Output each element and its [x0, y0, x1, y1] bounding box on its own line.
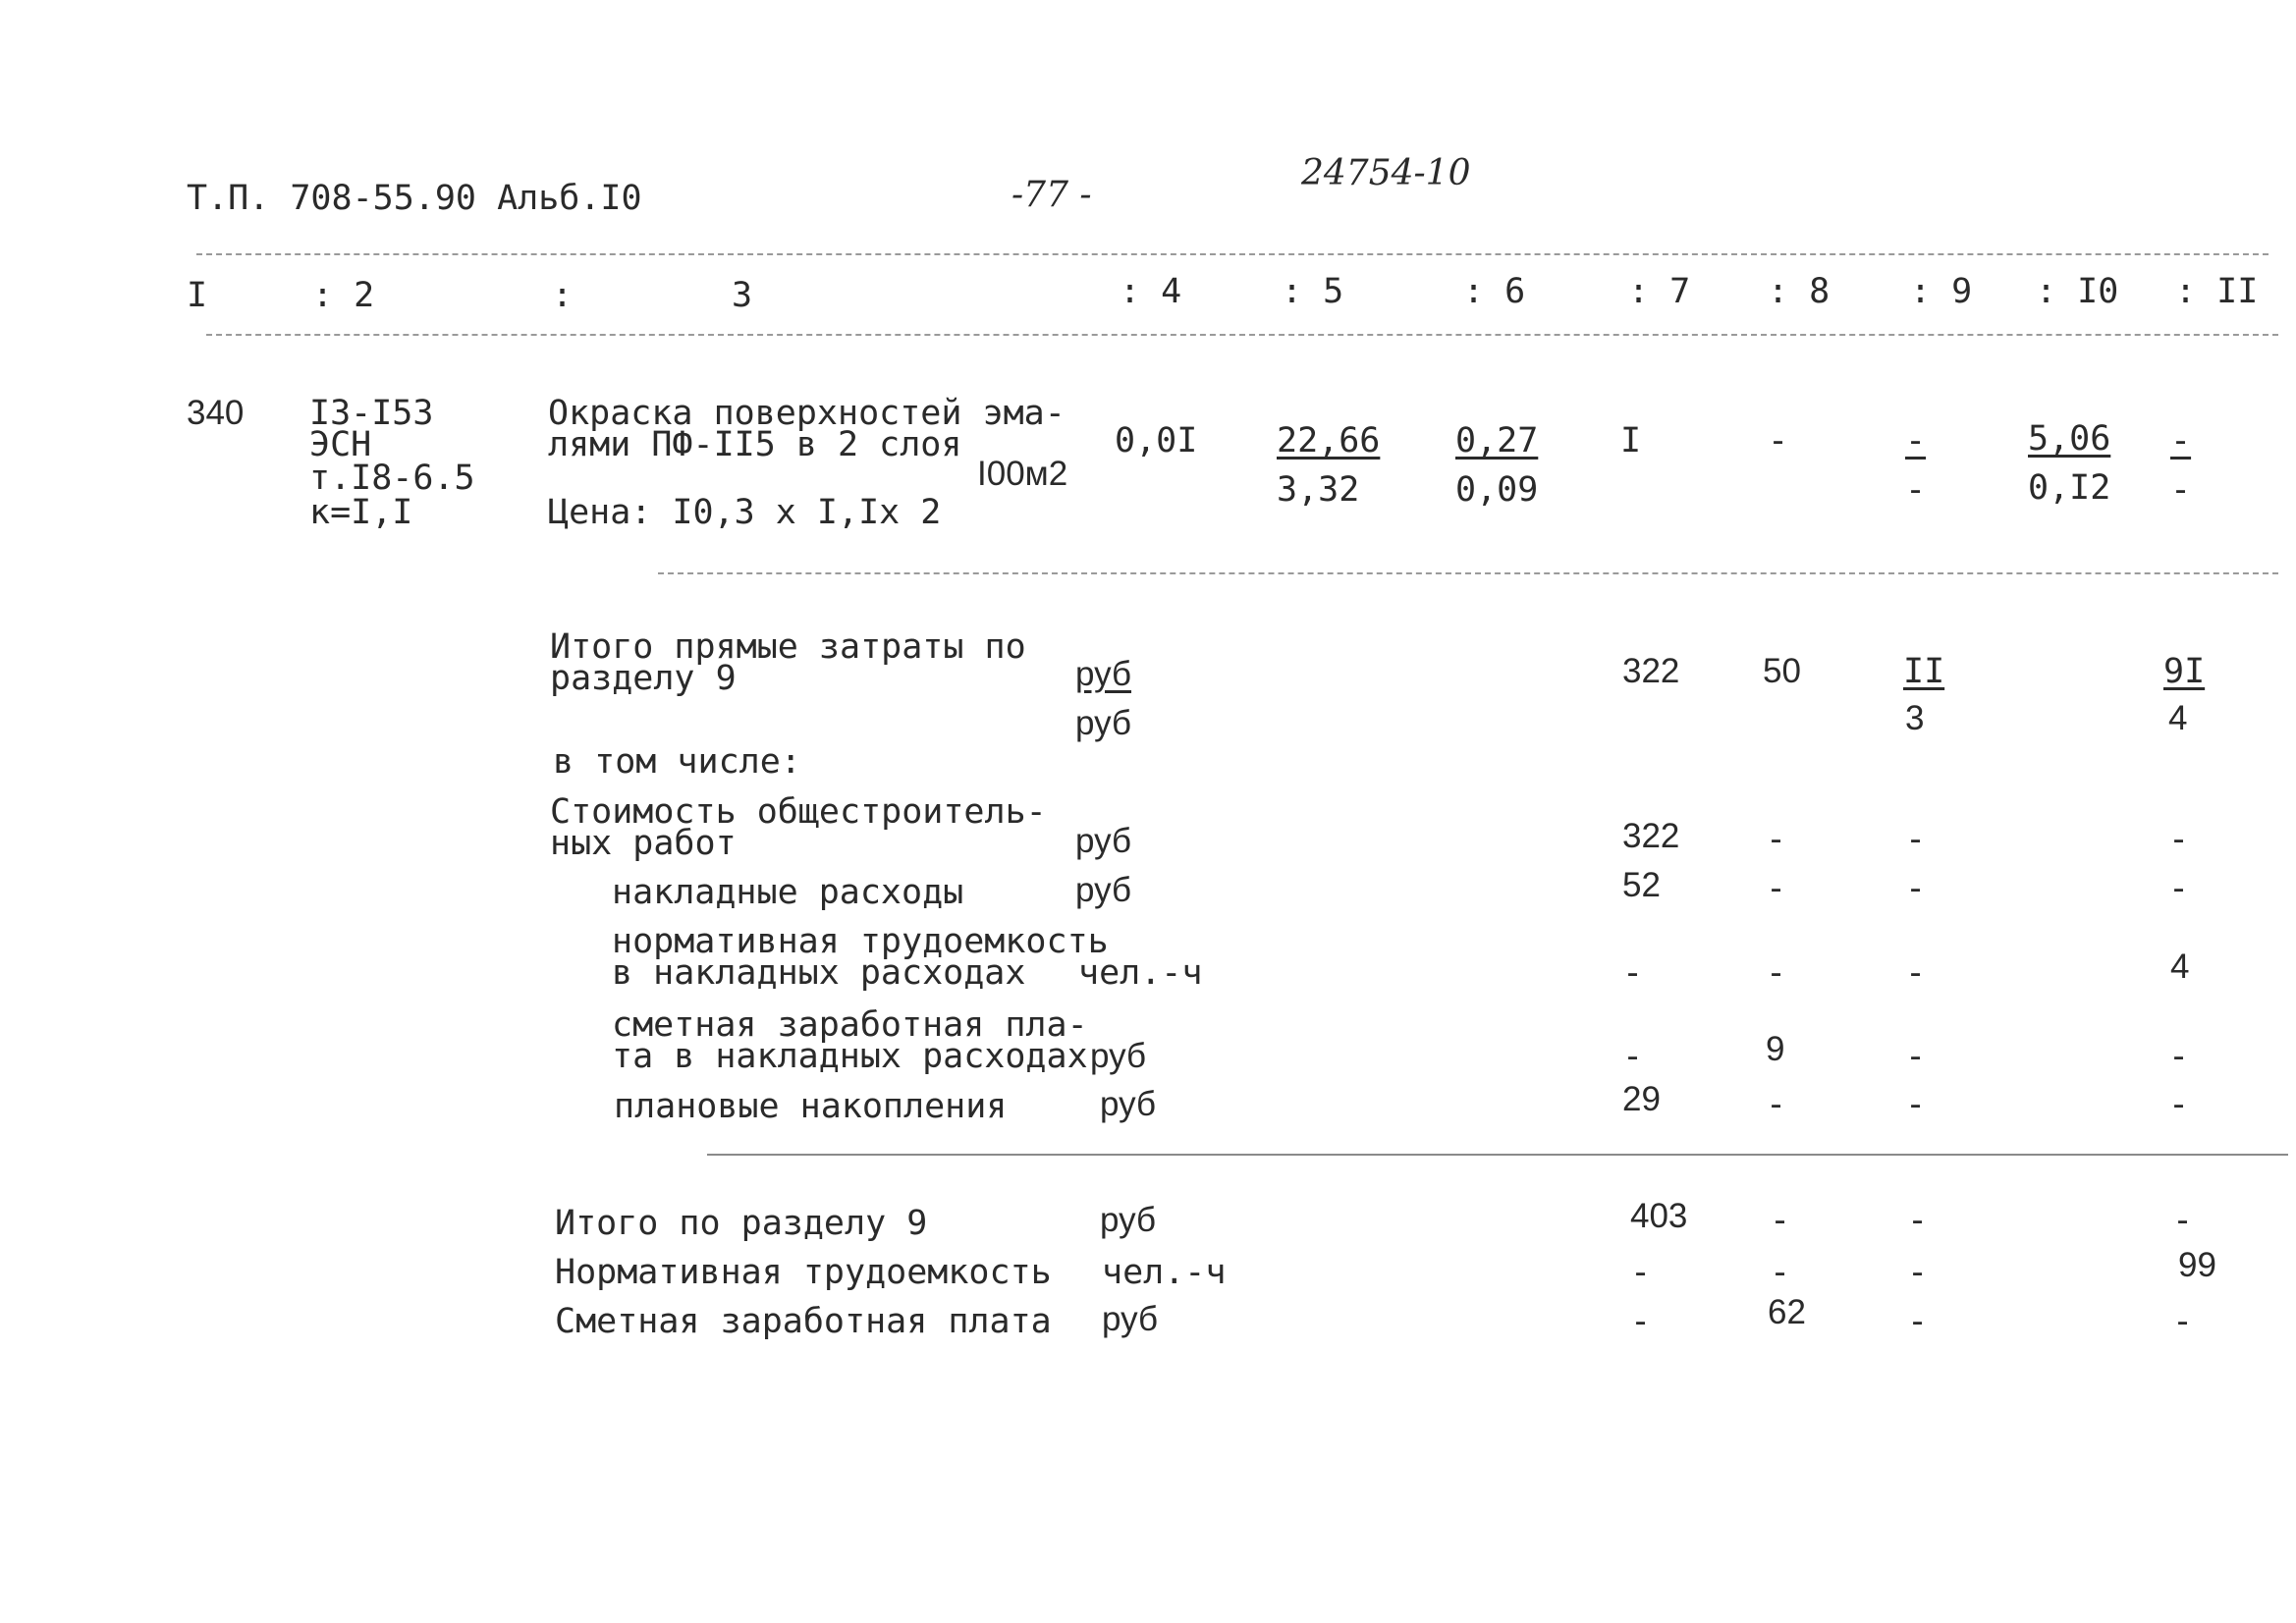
column-header-4: : 4 [1120, 272, 1182, 311]
work-description-line-1: Окраска поверхностей эма- [548, 394, 1066, 433]
code-line-2: ЭСН [309, 425, 372, 464]
section-total-col7: 403 [1630, 1197, 1688, 1235]
overheads-col8: - [1766, 869, 1787, 908]
general-works-unit: руб [1075, 822, 1132, 860]
general-works-col9: - [1905, 820, 1927, 859]
norm-labor-overheads-col8: - [1766, 953, 1787, 993]
column-header-3: 3 [732, 276, 753, 315]
norm-labor-overheads-col11: 4 [2170, 947, 2190, 986]
col7-value: I [1620, 421, 1642, 460]
planned-savings-col9: - [1905, 1085, 1927, 1124]
norm-labor-label: Нормативная трудоемкость [555, 1253, 1052, 1292]
direct-costs-col9-top: II [1903, 652, 1945, 691]
col11-value-top: - [2170, 421, 2192, 460]
wage-overheads-col9: - [1905, 1037, 1927, 1076]
norm-labor-overheads-label-line-2: в накладных расходах [612, 953, 1026, 993]
code-line-3: т.I8-6.5 [309, 459, 475, 498]
norm-labor-col9: - [1907, 1253, 1929, 1292]
planned-savings-col8: - [1766, 1085, 1787, 1124]
col5-value-bottom: 3,32 [1277, 470, 1360, 510]
page-number: -77 - [1011, 175, 1092, 215]
norm-labor-overheads-col7: - [1622, 953, 1644, 993]
row-number: 340 [187, 394, 245, 432]
norm-labor-unit: чел.-ч [1102, 1253, 1227, 1292]
column-separator: : [552, 276, 574, 315]
col9-value-bottom: - [1905, 470, 1927, 510]
column-header-5: : 5 [1282, 272, 1344, 311]
section-total-col8: - [1770, 1201, 1791, 1240]
summary-divider [707, 1154, 2288, 1156]
planned-savings-label: плановые накопления [614, 1087, 1008, 1126]
overheads-col9: - [1905, 869, 1927, 908]
estimated-wage-unit: руб [1102, 1300, 1159, 1338]
section-total-col11: - [2172, 1201, 2194, 1240]
general-works-col7: 322 [1622, 817, 1680, 855]
col8-value: - [1768, 421, 1789, 460]
wage-overheads-unit: руб [1090, 1037, 1147, 1075]
top-divider [196, 253, 2269, 255]
quantity: 0,0I [1115, 421, 1198, 460]
column-header-10: : I0 [2036, 272, 2119, 311]
norm-labor-overheads-col9: - [1905, 953, 1927, 993]
col10-value-top: 5,06 [2028, 419, 2111, 459]
direct-costs-col11-bottom: 4 [2168, 699, 2188, 737]
column-header-8: : 8 [1768, 272, 1831, 311]
planned-savings-col11: - [2168, 1085, 2190, 1124]
estimated-wage-col7: - [1630, 1302, 1652, 1341]
document-reference: Т.П. 708-55.90 Альб.I0 [187, 179, 642, 218]
direct-costs-col9-bottom: 3 [1905, 699, 1925, 737]
direct-costs-col7: 322 [1622, 652, 1680, 690]
column-header-6: : 6 [1463, 272, 1526, 311]
overheads-col11: - [2168, 869, 2190, 908]
wage-overheads-col7: - [1622, 1037, 1644, 1076]
overheads-col7: 52 [1622, 866, 1661, 904]
wage-overheads-label-line-2: та в накладных расходах [612, 1037, 1088, 1076]
work-description-line-2: лями ПФ-II5 в 2 слоя [548, 425, 962, 464]
estimated-wage-label: Сметная заработная плата [555, 1302, 1052, 1341]
section-total-label: Итого по разделу 9 [555, 1204, 928, 1243]
general-works-col11: - [2168, 820, 2190, 859]
col6-value-bottom: 0,09 [1455, 470, 1539, 510]
wage-overheads-label-line-1: сметная заработная пла- [612, 1005, 1088, 1045]
planned-savings-col7: 29 [1622, 1080, 1661, 1118]
section-total-unit: руб [1100, 1201, 1157, 1239]
col10-value-bottom: 0,I2 [2028, 468, 2111, 508]
direct-costs-col11-top: 9I [2163, 652, 2206, 691]
handwritten-note: 24754-10 [1301, 153, 1471, 193]
including-label: в том числе: [553, 742, 801, 782]
estimated-wage-col8: 62 [1768, 1293, 1806, 1331]
column-header-9: : 9 [1910, 272, 1973, 311]
col5-value-top: 22,66 [1277, 421, 1381, 460]
column-header-7: : 7 [1628, 272, 1691, 311]
direct-costs-unit-1: руб [1075, 655, 1132, 693]
norm-labor-col8: - [1770, 1253, 1791, 1292]
wage-overheads-col8: 9 [1766, 1030, 1785, 1068]
general-works-label-line-2: ных работ [550, 824, 737, 863]
direct-costs-label-line-2: разделу 9 [550, 659, 737, 698]
col11-value-bottom: - [2170, 470, 2192, 510]
overheads-label: накладные расходы [612, 873, 964, 912]
direct-costs-col8: 50 [1763, 652, 1801, 690]
norm-labor-overheads-unit: чел.-ч [1078, 953, 1203, 993]
price-formula: Цена: I0,3 x I,Ix 2 [548, 493, 942, 532]
column-header-2: : 2 [312, 276, 375, 315]
column-header-11: : II [2175, 272, 2259, 311]
col6-value-top: 0,27 [1455, 421, 1539, 460]
general-works-col8: - [1766, 820, 1787, 859]
norm-labor-overheads-label-line-1: нормативная трудоемкость [612, 922, 1109, 961]
norm-labor-col7: - [1630, 1253, 1652, 1292]
code-line-4: к=I,I [309, 493, 413, 532]
header-divider [206, 334, 2278, 336]
section-total-col9: - [1907, 1201, 1929, 1240]
norm-labor-col11: 99 [2178, 1246, 2216, 1284]
planned-savings-unit: руб [1100, 1085, 1157, 1123]
general-works-label-line-1: Стоимость общестроитель- [550, 792, 1047, 832]
direct-costs-label-line-1: Итого прямые затраты по [550, 627, 1026, 667]
direct-costs-unit-2: руб [1075, 704, 1132, 742]
col9-value-top: - [1905, 421, 1927, 460]
entry-divider [658, 572, 2278, 574]
code-line-1: I3-I53 [309, 394, 434, 433]
column-header-1: I [187, 276, 208, 315]
overheads-unit: руб [1075, 871, 1132, 909]
estimated-wage-col9: - [1907, 1302, 1929, 1341]
measure-unit: I00м2 [977, 455, 1068, 493]
estimated-wage-col11: - [2172, 1302, 2194, 1341]
wage-overheads-col11: - [2168, 1037, 2190, 1076]
